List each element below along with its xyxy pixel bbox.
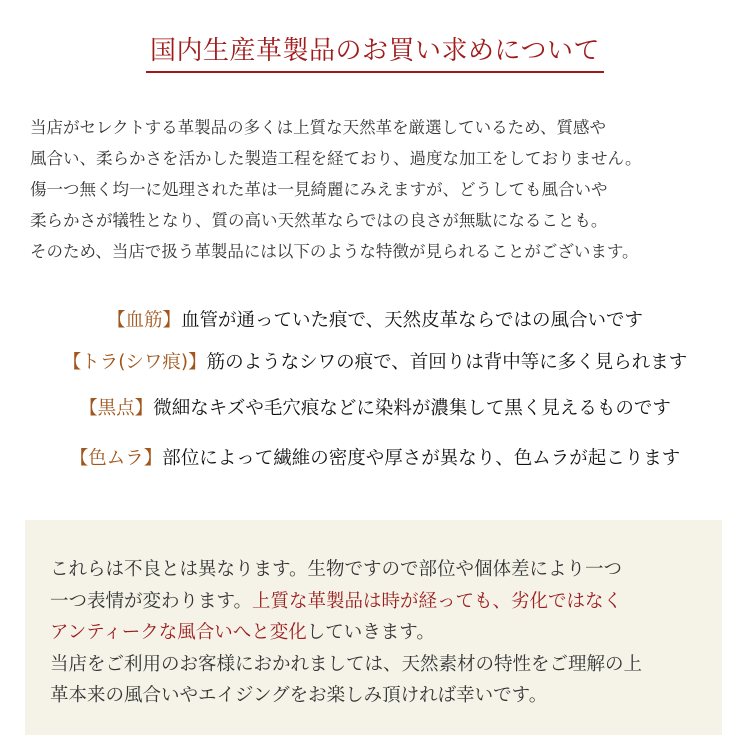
feature-tag: 【トラ(シワ痕)】 xyxy=(62,352,207,373)
note-text-plain: 一つ表情が変わります。 xyxy=(50,590,253,612)
feature-text: 血管が通っていた痕で、天然皮革ならではの風合いです xyxy=(181,310,643,331)
intro-paragraph xyxy=(30,112,740,267)
intro-line: 柔らかさが犠牲となり、質の高い天然革ならではの良さが無駄になることも。 xyxy=(30,211,608,230)
feature-item xyxy=(0,304,750,346)
page-title-wrap xyxy=(0,30,750,73)
intro-line: 当店がセレクトする革製品の多くは上質な天然革を厳選しているため、質感や xyxy=(30,118,607,137)
note-line: 革本来の風合いやエイジングをお楽しみ頂ければ幸いです。 xyxy=(50,685,548,706)
note-highlight: 上質な革製品は時が経っても、劣化ではなく xyxy=(252,590,623,612)
feature-item xyxy=(0,442,750,486)
note-text-plain: していきます。 xyxy=(306,622,435,643)
note-box xyxy=(25,520,722,735)
feature-text: 筋のようなシワの痕で、首回りは背中等に多く見られます xyxy=(206,352,688,373)
feature-text: 部位によって繊維の密度や厚さが異なり、色ムラが起こります xyxy=(162,448,681,469)
feature-tag: 【色ムラ】 xyxy=(69,448,163,469)
feature-text: 微細なキズや毛穴痕などに染料が濃集して黒く見えるものです xyxy=(153,398,671,419)
feature-tag: 【血筋】 xyxy=(107,310,182,331)
note-text xyxy=(50,554,642,712)
note-line: 当店をご利用のお客様におかれましては、天然素材の特性をご理解の上 xyxy=(50,653,643,675)
intro-line: 傷一つ無く均一に処理された革は一見綺麗にみえますが、どうしても風合いや xyxy=(30,180,608,199)
note-highlight: アンティークな風合いへと変化 xyxy=(50,622,307,643)
note-line xyxy=(50,617,642,649)
page-title: 国内生産革製品のお買い求めについて xyxy=(146,30,604,73)
feature-item xyxy=(0,392,750,442)
feature-tag: 【黒点】 xyxy=(79,398,154,419)
note-line: これらは不良とは異なります。生物ですので部位や個体差により一つ xyxy=(50,559,623,580)
intro-line: そのため、当店で扱う革製品には以下のような特徴が見られることがございます。 xyxy=(30,242,639,261)
note-line xyxy=(50,586,642,618)
feature-item xyxy=(0,346,750,392)
intro-line: 風合い、柔らかさを活かした製造工程を経ており、過度な加工をしておりません。 xyxy=(30,149,642,168)
feature-list xyxy=(0,304,750,486)
